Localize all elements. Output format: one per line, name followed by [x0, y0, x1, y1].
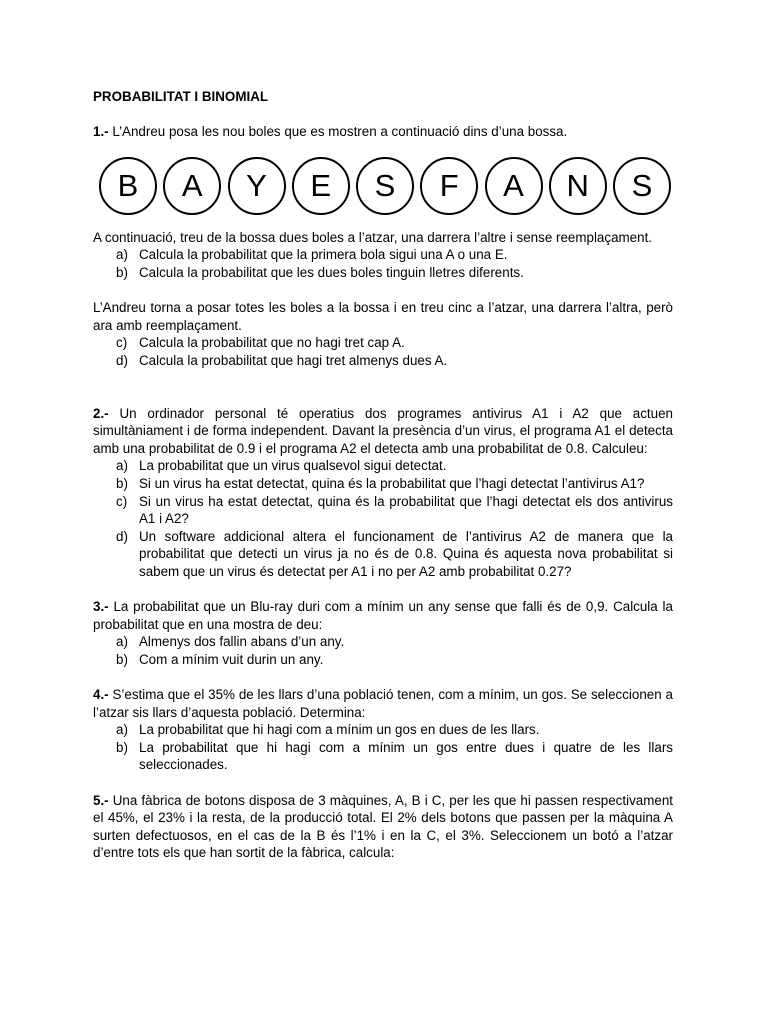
question-number: 4.-	[93, 687, 109, 703]
ball-e: E	[292, 157, 350, 215]
list-item: a) Calcula la probabilitat que la primera bola sigui una A o una E.	[116, 247, 508, 263]
ball-n: N	[549, 157, 607, 215]
question-text: L’Andreu posa les nou boles que es mostren a continuació dins d’una bossa.	[112, 124, 568, 140]
list-item: b) Calcula la probabilitat que les dues boles tinguin lletres diferents.	[116, 264, 524, 280]
ball-a: A	[163, 157, 221, 215]
ball-y: Y	[228, 157, 286, 215]
ball-a-2: A	[485, 157, 543, 215]
list-item: c) Calcula la probabilitat que no hagi tret cap A.	[116, 335, 405, 351]
list-item: b) Com a mínim vuit durin un any.	[116, 651, 324, 667]
document-content	[93, 88, 673, 862]
question-4-text: 4.- S’estima que el 35% de les llars d’una població tenen, com a mínim, un gos. Se seleccionen a l’atzar sis llars d’aquesta població. Determina:	[93, 687, 673, 720]
question-number: 5.-	[93, 792, 109, 808]
question-number: 1.-	[93, 124, 109, 140]
letter-balls	[99, 157, 671, 217]
question-5-text: 5.- Una fàbrica de botons disposa de 3 màquines, A, B i C, per les que hi passen respectivament el 45%, el 23% i la resta, de la producció total. El 2% dels botons que passen per la màquina A surten defectuosos, en el cas de la B és l’1% i en la C, el 3%. Seleccionem un botó a l’atzar d’entre tots els que han sortit de la fàbrica, calcula:	[93, 792, 673, 861]
question-1-paragraph-2: L’Andreu torna a posar totes les boles a la bossa i en treu cinc a l’atzar, una darrera l’altra, però ara amb reemplaçament.	[93, 300, 673, 333]
list-item: a) La probabilitat que un virus qualsevol sigui detectat.	[116, 458, 447, 474]
question-2-list	[93, 457, 673, 580]
question-1-list-1	[93, 246, 673, 281]
list-item: b) La probabilitat que hi hagi com a mínim un gos entre dues i quatre de les llars seleccionades.	[116, 739, 673, 773]
list-item: a) Almenys dos fallin abans d’un any.	[116, 634, 345, 650]
question-1-intro	[93, 123, 673, 141]
list-item: b) Si un virus ha estat detectat, quina és la probabilitat que l’hagi detectat l’antivirus A1?	[116, 475, 645, 491]
question-2-text: 2.- Un ordinador personal té operatius dos programes antivirus A1 i A2 que actuen simultàniament i de forma independent. Davant la presència d’un virus, el programa A1 el detecta amb una probabilitat de 0.9 i el programa A2 el detecta amb una probabilitat de 0.8. Calculeu:	[93, 405, 673, 456]
document-title: PROBABILITAT I BINOMIAL	[93, 89, 269, 104]
list-item: a) La probabilitat que hi hagi com a mínim un gos en dues de les llars.	[116, 722, 540, 738]
question-number: 2.-	[93, 405, 109, 421]
list-item: c) Si un virus ha estat detectat, quina és la probabilitat que l’hagi detectat els dos antivirus A1 i A2?	[116, 493, 673, 527]
list-item: d) Calcula la probabilitat que hagi tret almenys dues A.	[116, 352, 448, 368]
question-3-text: 3.- La probabilitat que un Blu-ray duri com a mínim un any sense que falli és de 0,9. Calcula la probabilitat que en una mostra de deu:	[93, 599, 673, 632]
question-1-paragraph-1: A continuació, treu de la bossa dues boles a l’atzar, una darrera l’altre i sense reemplaçament.	[93, 229, 653, 245]
question-4-list	[93, 721, 673, 774]
question-3-list	[93, 633, 673, 668]
ball-s-2: S	[613, 157, 671, 215]
ball-s: S	[356, 157, 414, 215]
ball-f: F	[420, 157, 478, 215]
ball-b: B	[99, 157, 157, 215]
list-item: d) Un software addicional altera el funcionament de l’antivirus A2 de manera que la probabilitat que detecti un virus ja no és de 0.8. Quina és aquesta nova probabilitat si sabem que un virus és detectat per A1 i no per A2 amb probabilitat 0.27?	[116, 528, 673, 579]
question-number: 3.-	[93, 599, 109, 615]
question-1-list-2	[93, 334, 673, 369]
